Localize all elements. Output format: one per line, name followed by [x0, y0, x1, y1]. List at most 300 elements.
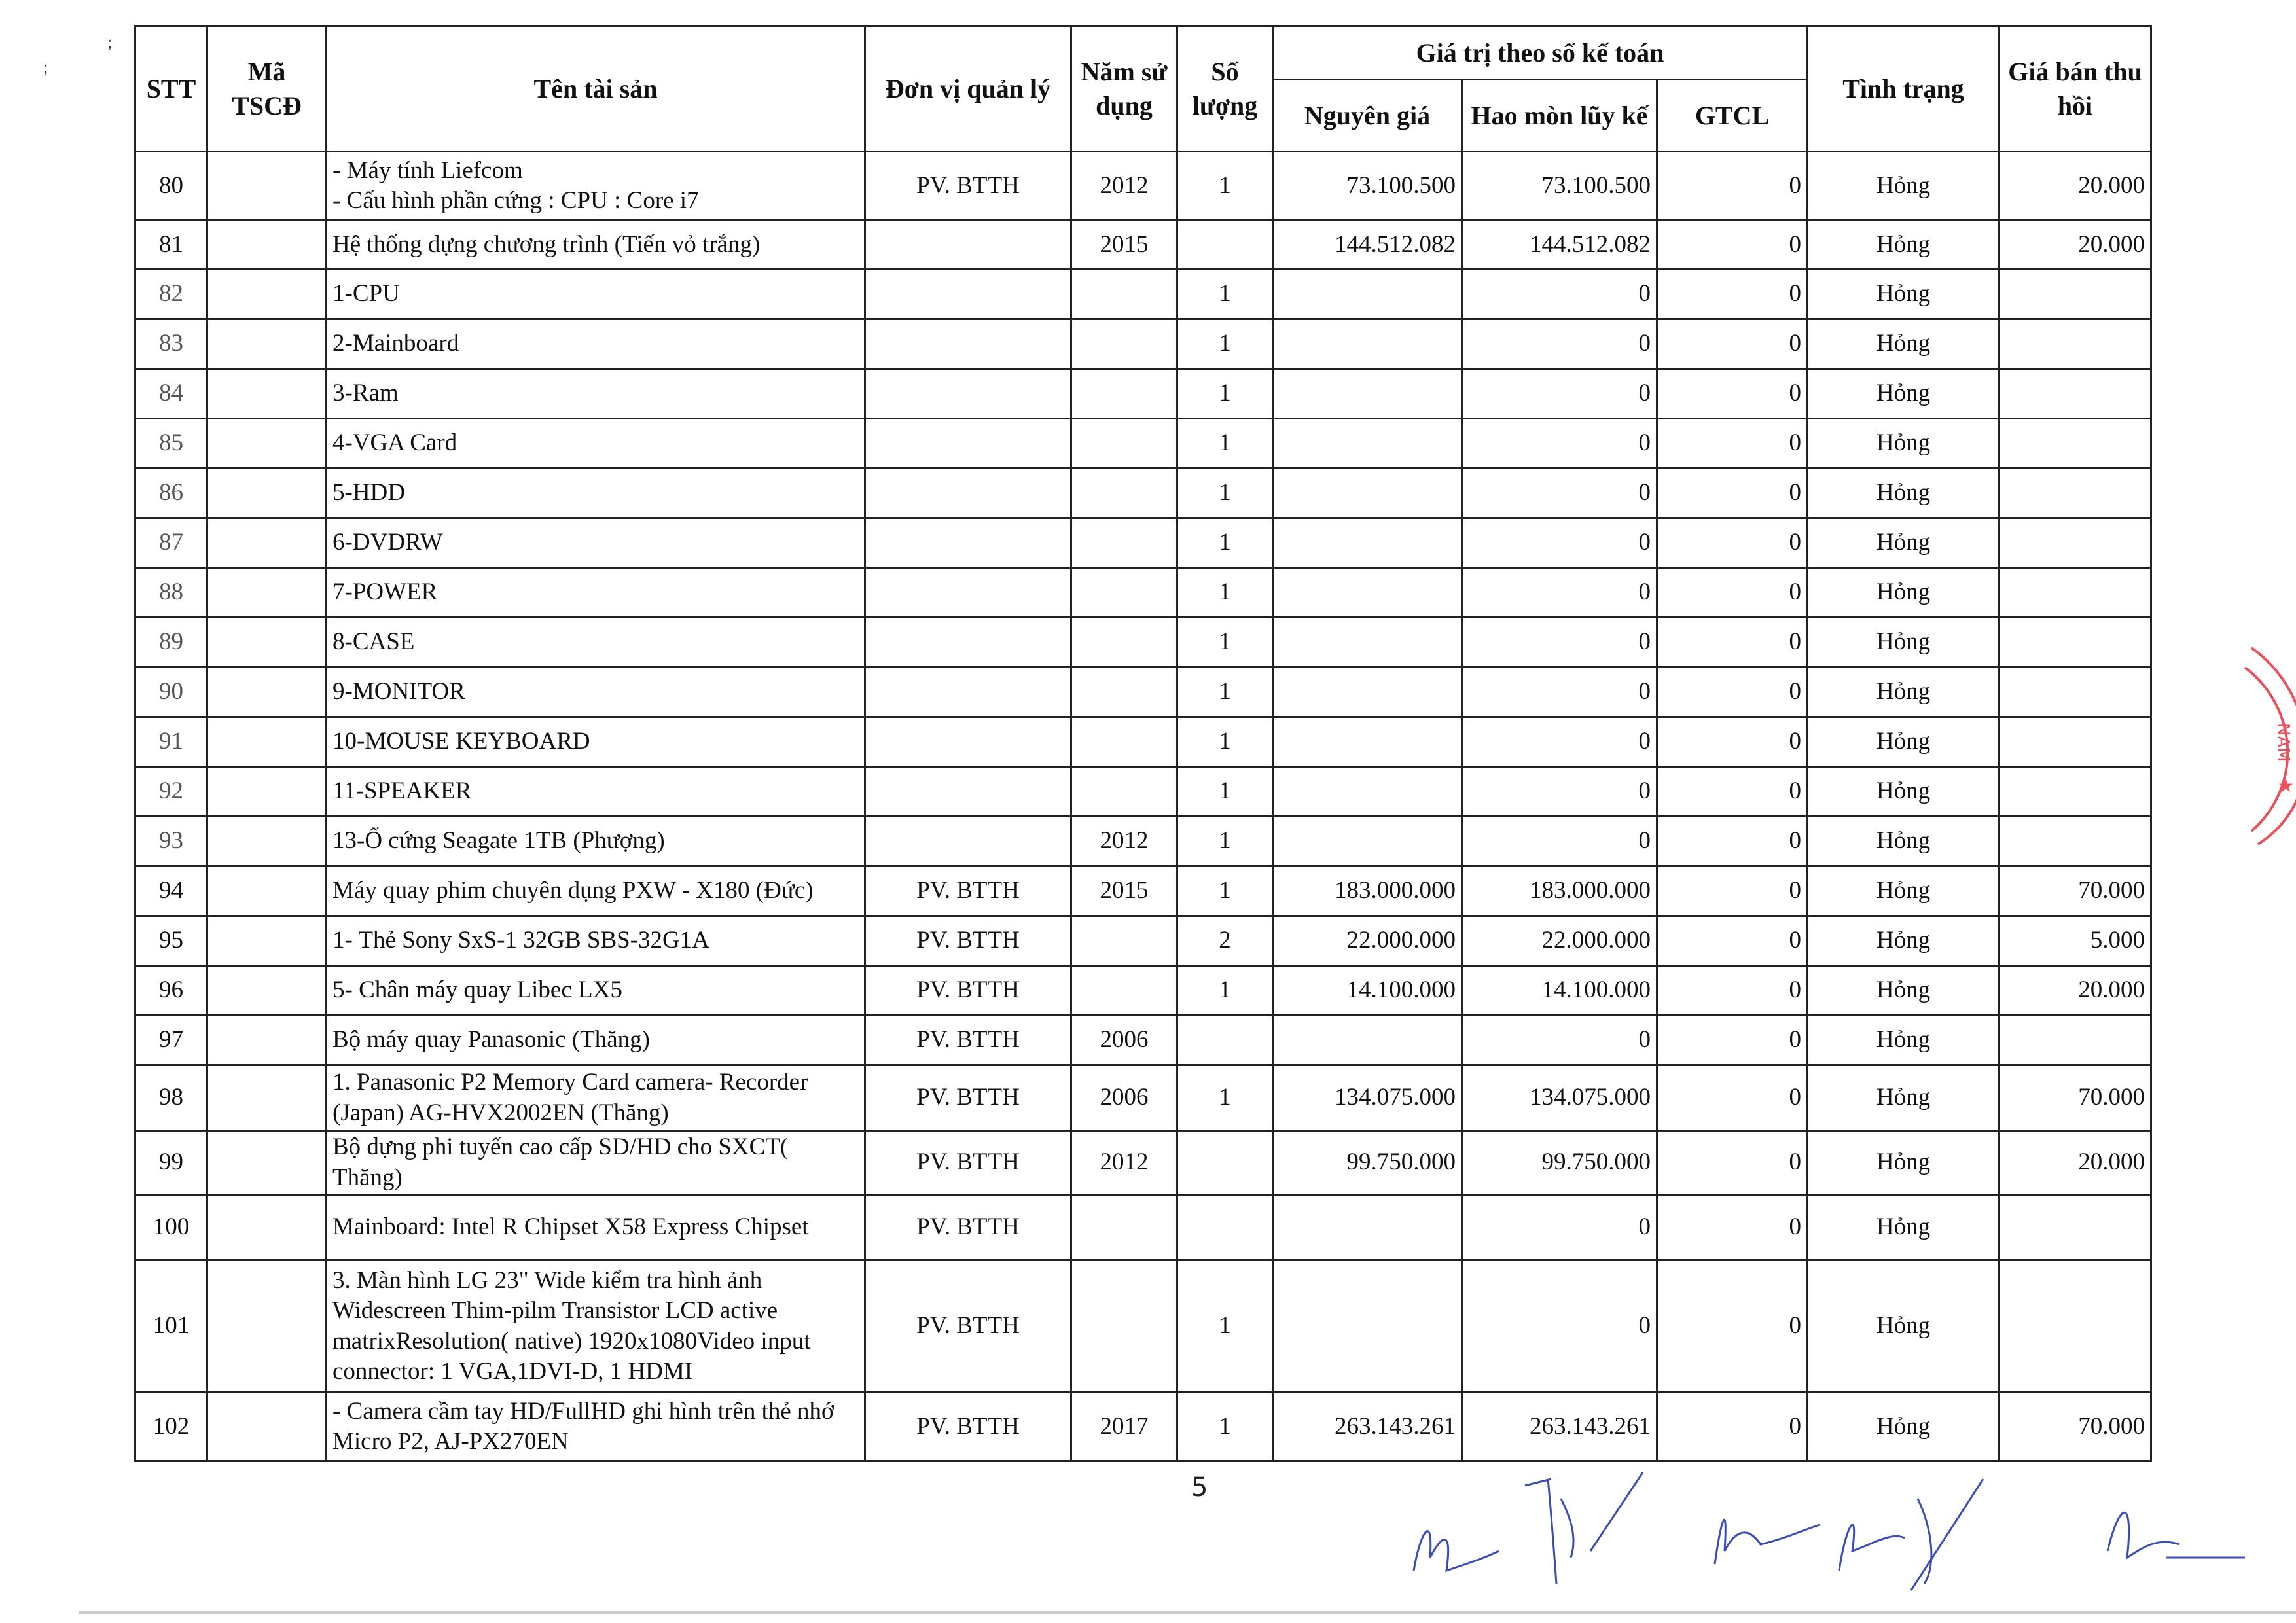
row-management-unit: PV. BTTH [865, 1065, 1071, 1131]
row-recovery-price [2000, 817, 2151, 866]
row-year: 2015 [1071, 866, 1177, 916]
row-quantity [1177, 1195, 1273, 1260]
row-status: Hỏng [1808, 568, 2000, 618]
row-original-cost [1273, 1260, 1462, 1393]
red-stamp [2238, 641, 2296, 851]
row-asset-name: Mainboard: Intel R Chipset X58 Express Chipset [327, 1195, 865, 1260]
row-quantity: 1 [1177, 568, 1273, 618]
row-accumulated-depreciation: 0 [1462, 1016, 1657, 1065]
row-original-cost: 134.075.000 [1273, 1065, 1462, 1131]
row-asset-name: 11-SPEAKER [327, 767, 865, 817]
row-stt: 86 [135, 469, 207, 518]
row-year [1071, 767, 1177, 817]
row-residual-value: 0 [1657, 518, 1808, 568]
row-residual-value: 0 [1657, 668, 1808, 717]
row-ma-tscd [207, 469, 327, 518]
row-quantity: 1 [1177, 668, 1273, 717]
row-quantity: 1 [1177, 419, 1273, 469]
table-row [135, 717, 2151, 767]
row-asset-name: 6-DVDRW [327, 518, 865, 568]
asset-table [134, 25, 2152, 1462]
row-recovery-price [2000, 518, 2151, 568]
row-ma-tscd [207, 369, 327, 419]
row-recovery-price [2000, 469, 2151, 518]
row-asset-name: - Camera cầm tay HD/FullHD ghi hình trên thẻ nhớ Micro P2, AJ-PX270EN [327, 1393, 865, 1461]
table-row [135, 618, 2151, 668]
row-quantity: 1 [1177, 270, 1273, 319]
row-status: Hỏng [1808, 369, 2000, 419]
row-accumulated-depreciation: 0 [1462, 767, 1657, 817]
row-management-unit [865, 618, 1071, 668]
row-quantity: 1 [1177, 817, 1273, 866]
row-stt: 98 [135, 1065, 207, 1131]
row-quantity: 1 [1177, 469, 1273, 518]
row-status: Hỏng [1808, 767, 2000, 817]
row-quantity: 1 [1177, 369, 1273, 419]
row-year [1071, 469, 1177, 518]
table-row [135, 419, 2151, 469]
row-accumulated-depreciation: 0 [1462, 1195, 1657, 1260]
row-residual-value: 0 [1657, 866, 1808, 916]
table-row [135, 221, 2151, 270]
row-accumulated-depreciation: 263.143.261 [1462, 1393, 1657, 1461]
row-accumulated-depreciation: 0 [1462, 1260, 1657, 1393]
row-year [1071, 518, 1177, 568]
margin-mark: ; [43, 58, 48, 77]
signature-4 [1839, 1479, 1983, 1590]
row-stt: 101 [135, 1260, 207, 1393]
row-management-unit [865, 221, 1071, 270]
row-stt: 97 [135, 1016, 207, 1065]
row-ma-tscd [207, 221, 327, 270]
row-ma-tscd [207, 1065, 327, 1131]
row-original-cost: 144.512.082 [1273, 221, 1462, 270]
table-row [135, 817, 2151, 866]
table-row [135, 469, 2151, 518]
row-original-cost [1273, 469, 1462, 518]
row-quantity: 1 [1177, 866, 1273, 916]
row-status: Hỏng [1808, 419, 2000, 469]
row-management-unit [865, 270, 1071, 319]
row-management-unit [865, 469, 1071, 518]
row-year [1071, 618, 1177, 668]
row-original-cost [1273, 767, 1462, 817]
row-management-unit: PV. BTTH [865, 1393, 1071, 1461]
row-management-unit: PV. BTTH [865, 966, 1071, 1016]
row-stt: 102 [135, 1393, 207, 1461]
row-original-cost: 22.000.000 [1273, 916, 1462, 966]
row-residual-value: 0 [1657, 469, 1808, 518]
row-year: 2012 [1071, 817, 1177, 866]
row-stt: 90 [135, 668, 207, 717]
margin-mark: ; [107, 33, 113, 52]
row-asset-name: 8-CASE [327, 618, 865, 668]
row-asset-name: 2-Mainboard [327, 319, 865, 369]
row-status: Hỏng [1808, 1065, 2000, 1131]
row-stt: 89 [135, 618, 207, 668]
row-year [1071, 568, 1177, 618]
row-stt: 82 [135, 270, 207, 319]
signature-1 [1414, 1531, 1499, 1571]
row-accumulated-depreciation: 22.000.000 [1462, 916, 1657, 966]
row-stt: 80 [135, 152, 207, 221]
row-ma-tscd [207, 916, 327, 966]
row-year [1071, 419, 1177, 469]
header-gtcl: GTCL [1657, 80, 1808, 152]
row-asset-name: 1-CPU [327, 270, 865, 319]
row-quantity: 1 [1177, 618, 1273, 668]
row-year: 2006 [1071, 1016, 1177, 1065]
row-quantity: 2 [1177, 916, 1273, 966]
row-original-cost: 183.000.000 [1273, 866, 1462, 916]
row-asset-name: 4-VGA Card [327, 419, 865, 469]
row-recovery-price: 70.000 [2000, 1393, 2151, 1461]
row-residual-value: 0 [1657, 568, 1808, 618]
table-row [135, 518, 2151, 568]
signature-3 [1715, 1520, 1820, 1564]
row-management-unit: PV. BTTH [865, 916, 1071, 966]
table-row [135, 1016, 2151, 1065]
page-bottom-rule [79, 1611, 2296, 1614]
signature-5 [2108, 1512, 2245, 1558]
row-management-unit: PV. BTTH [865, 1195, 1071, 1260]
row-stt: 87 [135, 518, 207, 568]
row-accumulated-depreciation: 0 [1462, 319, 1657, 369]
row-status: Hỏng [1808, 221, 2000, 270]
row-year [1071, 369, 1177, 419]
table-row [135, 1393, 2151, 1461]
row-management-unit [865, 767, 1071, 817]
row-accumulated-depreciation: 99.750.000 [1462, 1131, 1657, 1195]
row-residual-value: 0 [1657, 1065, 1808, 1131]
row-original-cost [1273, 270, 1462, 319]
row-asset-name: 7-POWER [327, 568, 865, 618]
row-original-cost [1273, 319, 1462, 369]
row-stt: 100 [135, 1195, 207, 1260]
row-recovery-price [2000, 1260, 2151, 1393]
row-ma-tscd [207, 319, 327, 369]
row-recovery-price: 70.000 [2000, 1065, 2151, 1131]
row-accumulated-depreciation: 0 [1462, 419, 1657, 469]
header-nguyen-gia: Nguyên giá [1273, 80, 1462, 152]
row-management-unit [865, 319, 1071, 369]
row-stt: 94 [135, 866, 207, 916]
row-asset-name: 1- Thẻ Sony SxS-1 32GB SBS-32G1A [327, 916, 865, 966]
page-number: 5 [1191, 1472, 1208, 1503]
row-quantity [1177, 1131, 1273, 1195]
row-year: 2012 [1071, 152, 1177, 221]
table-row [135, 369, 2151, 419]
row-stt: 96 [135, 966, 207, 1016]
row-year [1071, 717, 1177, 767]
signatures [1394, 1459, 2296, 1603]
row-management-unit [865, 717, 1071, 767]
table-row [135, 1195, 2151, 1260]
row-ma-tscd [207, 568, 327, 618]
row-status: Hỏng [1808, 270, 2000, 319]
row-asset-name: 13-Ổ cứng Seagate 1TB (Phượng) [327, 817, 865, 866]
row-status: Hỏng [1808, 469, 2000, 518]
row-ma-tscd [207, 518, 327, 568]
row-residual-value: 0 [1657, 1195, 1808, 1260]
row-status: Hỏng [1808, 916, 2000, 966]
row-year: 2015 [1071, 221, 1177, 270]
row-recovery-price [2000, 568, 2151, 618]
row-recovery-price [2000, 668, 2151, 717]
row-stt: 95 [135, 916, 207, 966]
row-status: Hỏng [1808, 518, 2000, 568]
row-status: Hỏng [1808, 152, 2000, 221]
row-stt: 85 [135, 419, 207, 469]
row-stt: 83 [135, 319, 207, 369]
table-row [135, 1260, 2151, 1393]
header-hao-mon: Hao mòn lũy kế [1462, 80, 1657, 152]
row-accumulated-depreciation: 0 [1462, 717, 1657, 767]
row-management-unit: PV. BTTH [865, 152, 1071, 221]
row-ma-tscd [207, 1393, 327, 1461]
row-quantity: 1 [1177, 717, 1273, 767]
row-recovery-price [2000, 1195, 2151, 1260]
row-ma-tscd [207, 270, 327, 319]
row-ma-tscd [207, 1016, 327, 1065]
row-original-cost: 73.100.500 [1273, 152, 1462, 221]
row-quantity: 1 [1177, 319, 1273, 369]
row-original-cost: 263.143.261 [1273, 1393, 1462, 1461]
row-residual-value: 0 [1657, 270, 1808, 319]
row-stt: 84 [135, 369, 207, 419]
row-original-cost [1273, 668, 1462, 717]
row-quantity: 1 [1177, 767, 1273, 817]
row-original-cost: 99.750.000 [1273, 1131, 1462, 1195]
row-accumulated-depreciation: 14.100.000 [1462, 966, 1657, 1016]
row-ma-tscd [207, 1195, 327, 1260]
row-asset-name: 9-MONITOR [327, 668, 865, 717]
row-ma-tscd [207, 419, 327, 469]
row-status: Hỏng [1808, 1016, 2000, 1065]
row-asset-name: 3. Màn hình LG 23" Wide kiểm tra hình ảnh Widescreen Thim-pilm Transistor LCD active matrixResolution( native) 1920x1080Video input connector: 1 VGA,1DVI-D, 1 HDMI [327, 1260, 865, 1393]
table-row [135, 916, 2151, 966]
row-year [1071, 668, 1177, 717]
row-residual-value: 0 [1657, 369, 1808, 419]
row-recovery-price [2000, 369, 2151, 419]
row-status: Hỏng [1808, 966, 2000, 1016]
row-residual-value: 0 [1657, 767, 1808, 817]
row-ma-tscd [207, 1131, 327, 1195]
row-ma-tscd [207, 152, 327, 221]
row-asset-name: Máy quay phim chuyên dụng PXW - X180 (Đức) [327, 866, 865, 916]
row-management-unit: PV. BTTH [865, 1131, 1071, 1195]
row-original-cost [1273, 369, 1462, 419]
row-accumulated-depreciation: 0 [1462, 668, 1657, 717]
row-management-unit [865, 518, 1071, 568]
row-recovery-price: 20.000 [2000, 152, 2151, 221]
row-original-cost [1273, 1195, 1462, 1260]
row-residual-value: 0 [1657, 618, 1808, 668]
row-year: 2017 [1071, 1393, 1177, 1461]
table-header [135, 26, 2151, 152]
row-year [1071, 916, 1177, 966]
row-stt: 91 [135, 717, 207, 767]
row-ma-tscd [207, 1260, 327, 1393]
row-ma-tscd [207, 668, 327, 717]
row-original-cost [1273, 618, 1462, 668]
table-row [135, 1131, 2151, 1195]
row-quantity: 1 [1177, 1065, 1273, 1131]
row-status: Hỏng [1808, 618, 2000, 668]
row-management-unit [865, 817, 1071, 866]
header-tinh-trang: Tình trạng [1808, 26, 2000, 152]
row-asset-name: Hệ thống dựng chương trình (Tiến vỏ trắng) [327, 221, 865, 270]
header-gia-ban: Giá bán thu hồi [2000, 26, 2151, 152]
row-stt: 99 [135, 1131, 207, 1195]
row-status: Hỏng [1808, 866, 2000, 916]
row-recovery-price [2000, 319, 2151, 369]
row-status: Hỏng [1808, 1195, 2000, 1260]
row-recovery-price: 20.000 [2000, 966, 2151, 1016]
signature-2 [1525, 1472, 1643, 1584]
row-year: 2012 [1071, 1131, 1177, 1195]
row-management-unit: PV. BTTH [865, 1260, 1071, 1393]
row-asset-name: 3-Ram [327, 369, 865, 419]
row-status: Hỏng [1808, 717, 2000, 767]
row-status: Hỏng [1808, 1393, 2000, 1461]
table-row [135, 866, 2151, 916]
row-residual-value: 0 [1657, 319, 1808, 369]
row-management-unit [865, 668, 1071, 717]
row-residual-value: 0 [1657, 717, 1808, 767]
row-original-cost: 14.100.000 [1273, 966, 1462, 1016]
row-accumulated-depreciation: 0 [1462, 270, 1657, 319]
header-ma-tscd: Mã TSCĐ [207, 26, 327, 152]
row-year: 2006 [1071, 1065, 1177, 1131]
row-original-cost [1273, 717, 1462, 767]
row-residual-value: 0 [1657, 817, 1808, 866]
row-stt: 81 [135, 221, 207, 270]
row-asset-name: Bộ máy quay Panasonic (Thăng) [327, 1016, 865, 1065]
row-quantity: 1 [1177, 1260, 1273, 1393]
row-ma-tscd [207, 717, 327, 767]
header-stt: STT [135, 26, 207, 152]
row-quantity [1177, 221, 1273, 270]
row-residual-value: 0 [1657, 1260, 1808, 1393]
star-icon: ★ [2278, 776, 2295, 796]
row-accumulated-depreciation: 0 [1462, 518, 1657, 568]
row-residual-value: 0 [1657, 1016, 1808, 1065]
row-recovery-price [2000, 419, 2151, 469]
row-original-cost [1273, 817, 1462, 866]
table-body [135, 152, 2151, 1461]
row-accumulated-depreciation: 73.100.500 [1462, 152, 1657, 221]
row-ma-tscd [207, 618, 327, 668]
row-recovery-price [2000, 618, 2151, 668]
row-stt: 93 [135, 817, 207, 866]
row-status: Hỏng [1808, 668, 2000, 717]
row-recovery-price: 20.000 [2000, 221, 2151, 270]
header-gia-tri-group: Giá trị theo sổ kế toán [1273, 26, 1808, 80]
row-recovery-price: 20.000 [2000, 1131, 2151, 1195]
header-so-luong: Số lượng [1177, 26, 1273, 152]
row-original-cost [1273, 419, 1462, 469]
row-accumulated-depreciation: 0 [1462, 817, 1657, 866]
row-status: Hỏng [1808, 319, 2000, 369]
row-management-unit [865, 369, 1071, 419]
row-management-unit [865, 419, 1071, 469]
row-residual-value: 0 [1657, 916, 1808, 966]
row-accumulated-depreciation: 183.000.000 [1462, 866, 1657, 916]
row-residual-value: 0 [1657, 221, 1808, 270]
header-don-vi-quan-ly: Đơn vị quản lý [865, 26, 1071, 152]
row-recovery-price [2000, 270, 2151, 319]
row-residual-value: 0 [1657, 1131, 1808, 1195]
row-residual-value: 0 [1657, 152, 1808, 221]
row-residual-value: 0 [1657, 966, 1808, 1016]
row-original-cost [1273, 518, 1462, 568]
row-recovery-price: 5.000 [2000, 916, 2151, 966]
row-original-cost [1273, 568, 1462, 618]
row-accumulated-depreciation: 0 [1462, 618, 1657, 668]
row-recovery-price [2000, 767, 2151, 817]
table-row [135, 767, 2151, 817]
row-stt: 92 [135, 767, 207, 817]
row-original-cost [1273, 1016, 1462, 1065]
row-asset-name: 5- Chân máy quay Libec LX5 [327, 966, 865, 1016]
row-asset-name: 10-MOUSE KEYBOARD [327, 717, 865, 767]
row-recovery-price: 70.000 [2000, 866, 2151, 916]
row-accumulated-depreciation: 0 [1462, 469, 1657, 518]
row-accumulated-depreciation: 144.512.082 [1462, 221, 1657, 270]
row-asset-name: 1. Panasonic P2 Memory Card camera- Recorder (Japan) AG-HVX2002EN (Thăng) [327, 1065, 865, 1131]
row-quantity [1177, 1016, 1273, 1065]
row-quantity: 1 [1177, 518, 1273, 568]
row-year [1071, 966, 1177, 1016]
row-management-unit: PV. BTTH [865, 1016, 1071, 1065]
row-ma-tscd [207, 966, 327, 1016]
row-stt: 88 [135, 568, 207, 618]
row-management-unit [865, 568, 1071, 618]
table-row [135, 966, 2151, 1016]
header-nam-su-dung: Năm sử dụng [1071, 26, 1177, 152]
row-accumulated-depreciation: 134.075.000 [1462, 1065, 1657, 1131]
row-ma-tscd [207, 866, 327, 916]
row-asset-name: Bộ dựng phi tuyến cao cấp SD/HD cho SXCT( Thăng) [327, 1131, 865, 1195]
table-row [135, 152, 2151, 221]
table-row [135, 1065, 2151, 1131]
row-asset-name: 5-HDD [327, 469, 865, 518]
table-row [135, 319, 2151, 369]
row-accumulated-depreciation: 0 [1462, 369, 1657, 419]
table-row [135, 568, 2151, 618]
table-row [135, 668, 2151, 717]
row-accumulated-depreciation: 0 [1462, 568, 1657, 618]
row-management-unit: PV. BTTH [865, 866, 1071, 916]
row-year [1071, 319, 1177, 369]
row-quantity: 1 [1177, 966, 1273, 1016]
row-ma-tscd [207, 767, 327, 817]
row-year [1071, 1195, 1177, 1260]
row-quantity: 1 [1177, 1393, 1273, 1461]
row-year [1071, 1260, 1177, 1393]
row-asset-name: - Máy tính Liefcom - Cấu hình phần cứng : CPU : Core i7 [327, 152, 865, 221]
row-recovery-price [2000, 1016, 2151, 1065]
row-status: Hỏng [1808, 1131, 2000, 1195]
stamp-text: NAM [2273, 723, 2293, 762]
row-year [1071, 270, 1177, 319]
row-residual-value: 0 [1657, 1393, 1808, 1461]
header-ten-tai-san: Tên tài sản [327, 26, 865, 152]
row-recovery-price [2000, 717, 2151, 767]
row-status: Hỏng [1808, 1260, 2000, 1393]
row-residual-value: 0 [1657, 419, 1808, 469]
